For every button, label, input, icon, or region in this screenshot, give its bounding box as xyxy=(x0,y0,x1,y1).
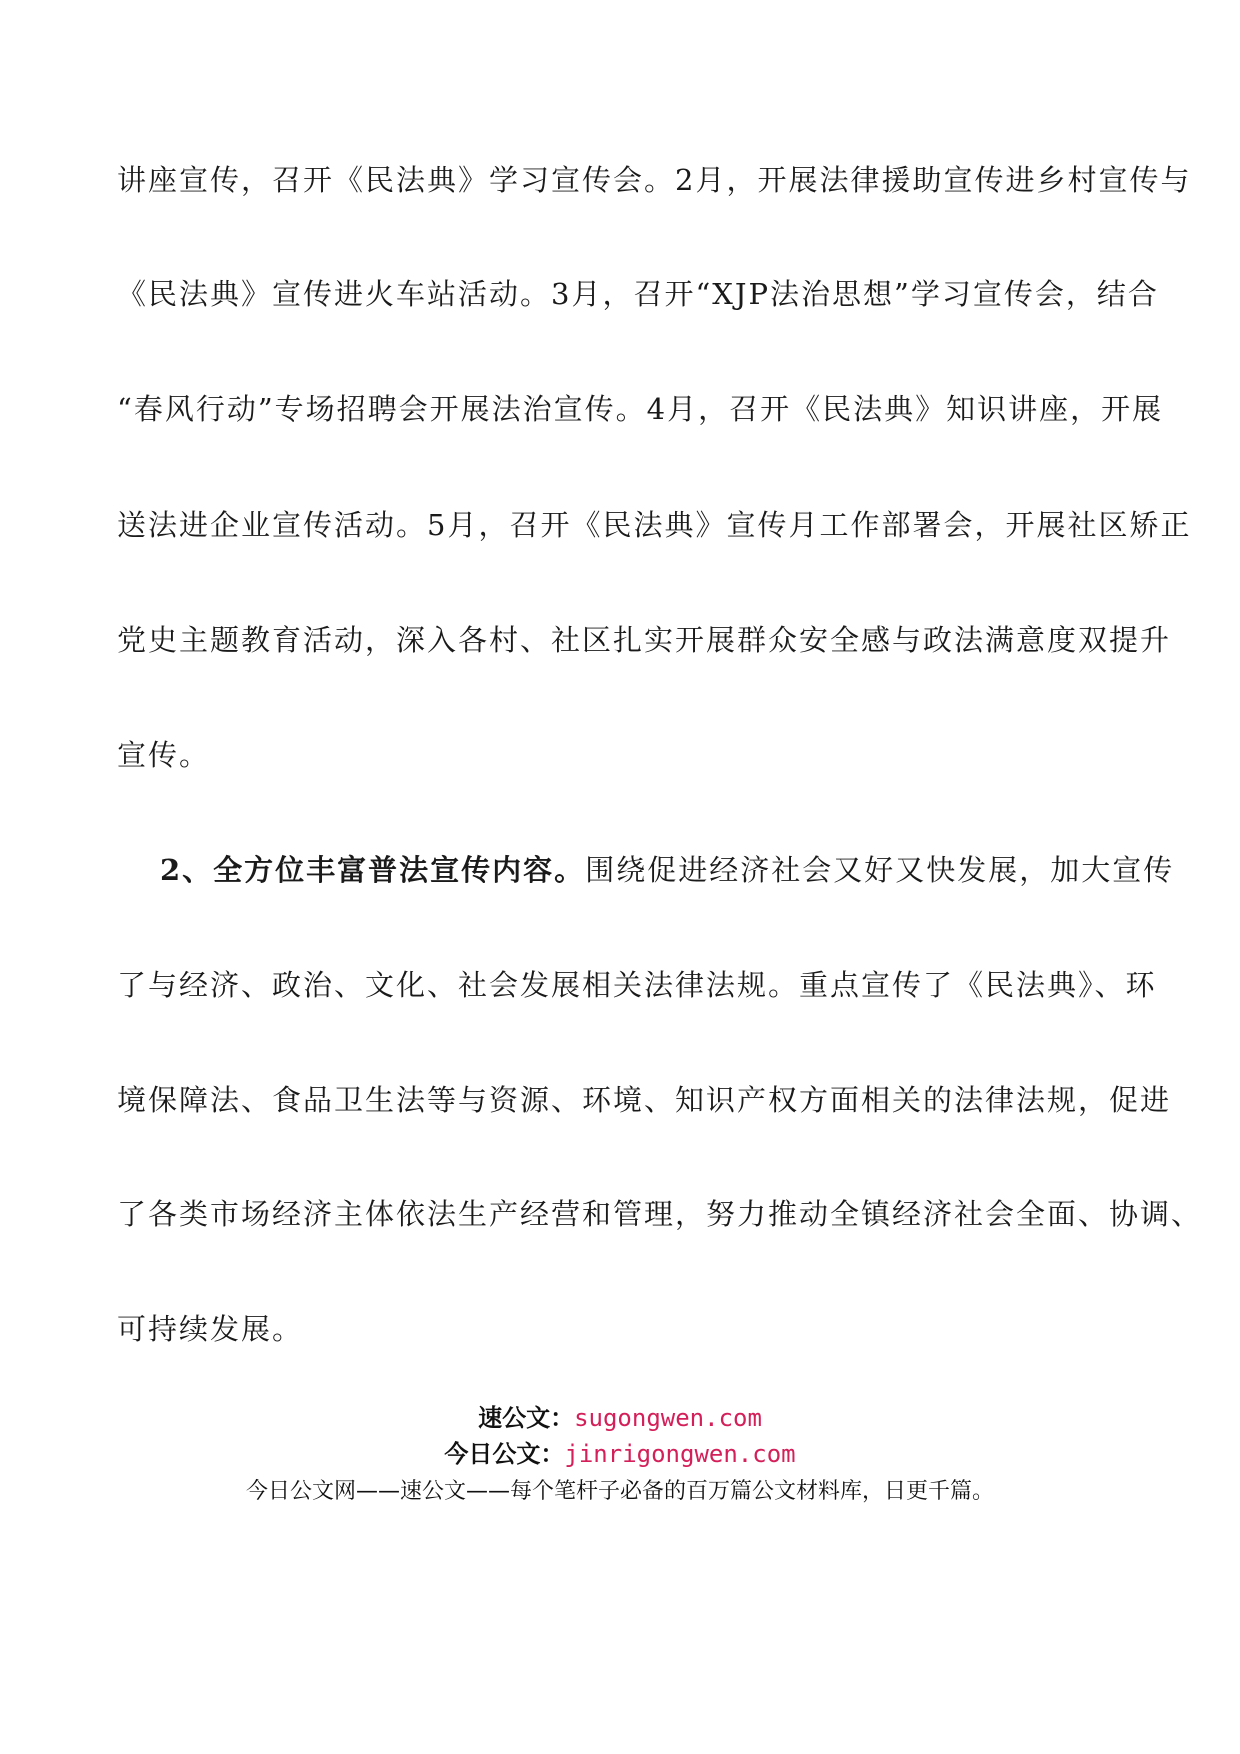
section2-first-line-rest: 围绕促进经济社会又好又快发展，加大宣传 xyxy=(585,853,1175,887)
body-line-5: 党史主题教育活动，深入各村、社区扎实开展群众安全感与政法满意度双提升 xyxy=(117,623,1172,657)
body-line-6: 宣传。 xyxy=(117,738,211,772)
body-line-1: 讲座宣传，召开《民法典》学习宣传会。2月，开展法律援助宣传进乡村宣传与 xyxy=(117,163,1192,197)
section2-line-2: 了与经济、政治、文化、社会发展相关法律法规。重点宣传了《民法典》、环 xyxy=(117,968,1157,1002)
footer-tagline: 今日公文网——速公文——每个笔杆子必备的百万篇公文材料库，日更千篇。 xyxy=(245,1479,994,1504)
footer-jinrigongwen xyxy=(0,1438,1240,1470)
footer-sugongwen-link[interactable]: sugongwen.com xyxy=(574,1404,762,1432)
footer-jinrigongwen-label: 今日公文： xyxy=(444,1440,565,1468)
body-line-2: 《民法典》宣传进火车站活动。3月，召开“XJP法治思想”学习宣传会，结合 xyxy=(117,277,1159,311)
body-line-4: 送法进企业宣传活动。5月，召开《民法典》宣传月工作部署会，开展社区矫正 xyxy=(117,508,1192,542)
footer-sugongwen xyxy=(0,1402,1240,1434)
section2-line-5: 可持续发展。 xyxy=(117,1312,304,1346)
body-line-3: “春风行动”专场招聘会开展法治宣传。4月，召开《民法典》知识讲座，开展 xyxy=(117,392,1164,426)
section2-first-line xyxy=(160,850,1175,890)
footer-sugongwen-label: 速公文： xyxy=(478,1404,575,1432)
section2-line-3: 境保障法、食品卫生法等与资源、环境、知识产权方面相关的法律法规，促进 xyxy=(117,1083,1172,1117)
section2-line-4: 了各类市场经济主体依法生产经营和管理，努力推动全镇经济社会全面、协调、 xyxy=(117,1197,1203,1231)
section2-heading: 2、全方位丰富普法宣传内容。 xyxy=(160,853,586,887)
footer-jinrigongwen-link[interactable]: jinrigongwen.com xyxy=(564,1440,796,1468)
